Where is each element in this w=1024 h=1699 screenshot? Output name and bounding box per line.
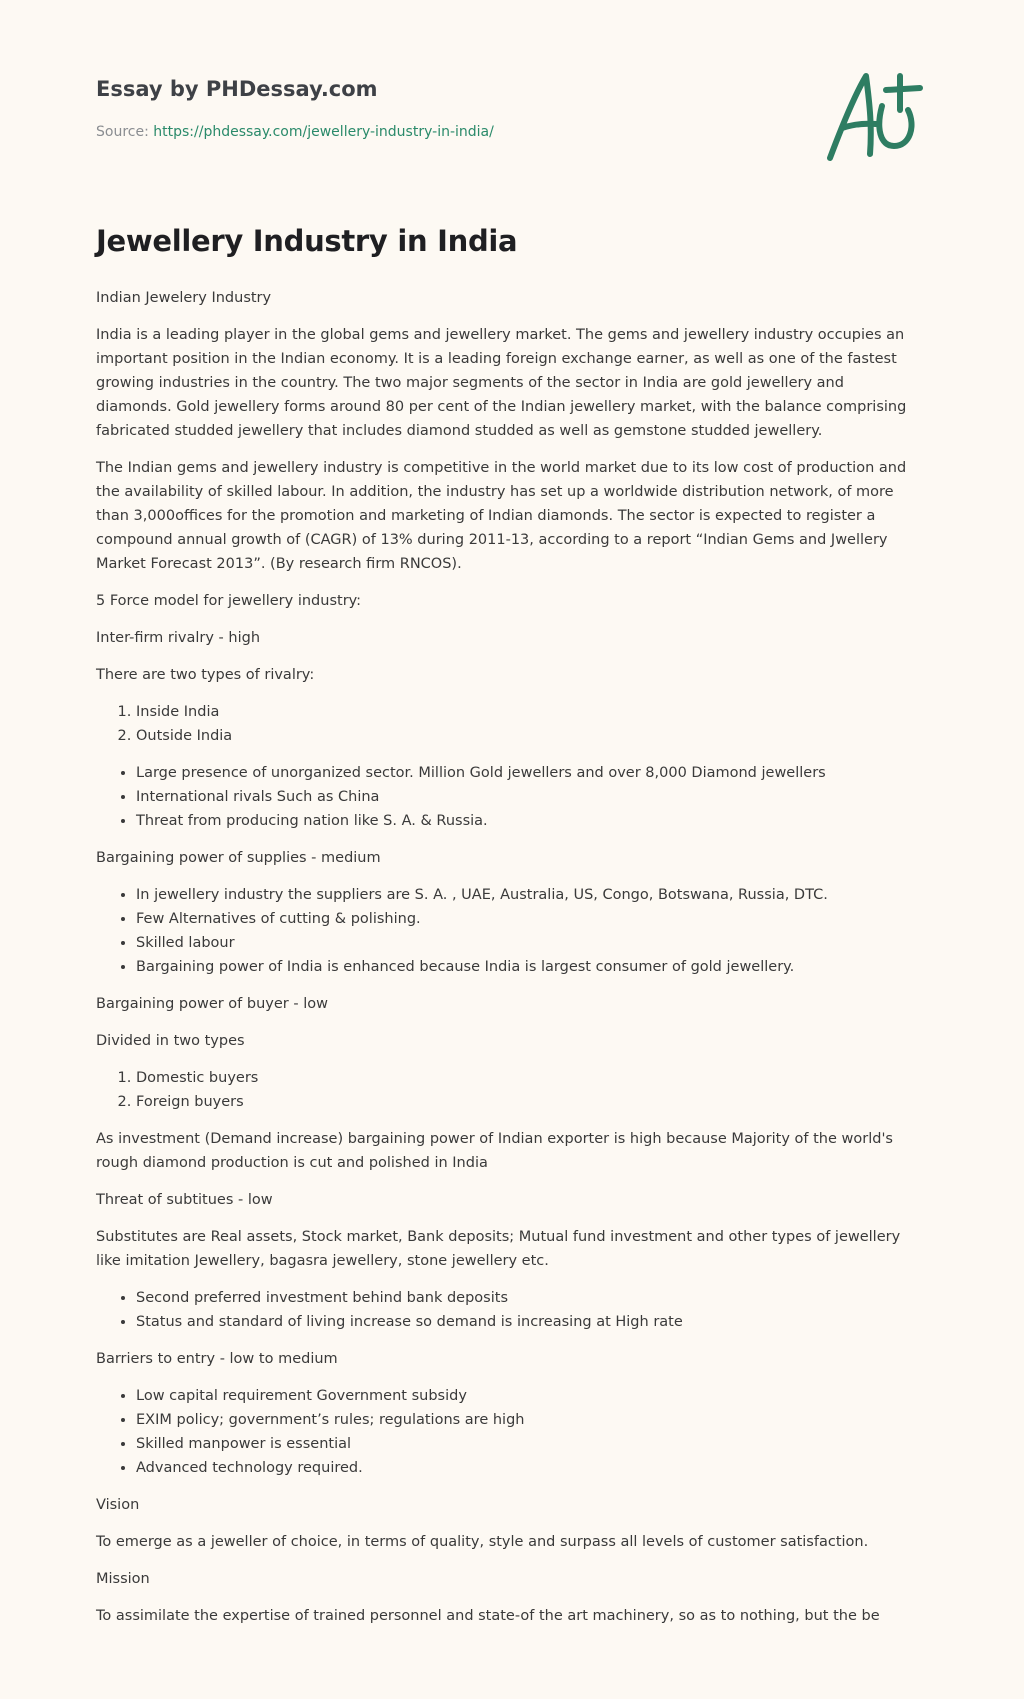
source-line — [96, 124, 494, 140]
essay-paragraph: Mission — [96, 1571, 150, 1587]
source-link[interactable]: https://phdessay.com/jewellery-industry-in-india/ — [153, 124, 494, 140]
essay-paragraph: India is a leading player in the global gems and jewellery market. The gems and jewellery industry occupies an important position in the Indian economy. It is a leading foreign exchange earner, as well as one of the fastest growing industries in the country. The two major segments of the sector in India are gold jewellery and diamonds. Gold jewellery forms around 80 per cent of the Indian jewellery market, with the balance comprising fabricated studded jewellery that includes diamond studded as well as gemstone studded jewellery. — [96, 327, 907, 439]
essay-paragraph: Substitutes are Real assets, Stock market, Bank deposits; Mutual fund investment and other types of jewellery like imitation Jewellery, bagasra jewellery, stone jewellery etc. — [96, 1229, 901, 1269]
list-item: • Skilled labour — [136, 931, 922, 955]
essay-body — [96, 286, 922, 1641]
list-item: 1. Domestic buyers — [136, 1066, 922, 1090]
essay-paragraph: Barriers to entry - low to medium — [96, 1351, 338, 1367]
essay-paragraph: Bargaining power of supplies - medium — [96, 850, 381, 866]
list-item: • Large presence of unorganized sector. Million Gold jewellers and over 8,000 Diamond jewellers — [136, 761, 922, 785]
list-item: • Low capital requirement Government subsidy — [136, 1384, 922, 1408]
list-item: • International rivals Such as China — [136, 785, 922, 809]
essay-paragraph: Inter-firm rivalry - high — [96, 630, 261, 646]
list-item: 1. Inside India — [136, 700, 922, 724]
list-item: • Threat from producing nation like S. A. & Russia. — [136, 809, 922, 833]
numbered-list — [96, 700, 922, 748]
essay-paragraph: As investment (Demand increase) bargaining power of Indian exporter is high because Majority of the world's rough diamond production is cut and polished in India — [96, 1131, 893, 1171]
essay-paragraph: Indian Jewelery Industry — [96, 290, 272, 306]
numbered-list — [96, 1066, 922, 1114]
site-brand: Essay by PHDessay.com — [96, 77, 378, 101]
essay-paragraph: 5 Force model for jewellery industry: — [96, 593, 362, 609]
essay-paragraph: To assimilate the expertise of trained personnel and state-of the art machinery, so as to nothing, but the be — [96, 1608, 880, 1624]
source-label: Source: — [96, 124, 149, 140]
page-title: Jewellery Industry in India — [96, 224, 518, 258]
essay-paragraph: There are two types of rivalry: — [96, 667, 315, 683]
bullet-list — [96, 761, 922, 833]
list-item: • In jewellery industry the suppliers are S. A. , UAE, Australia, US, Congo, Botswana, Russia, DTC. — [136, 883, 922, 907]
essay-paragraph: To emerge as a jeweller of choice, in terms of quality, style and surpass all levels of customer satisfaction. — [96, 1534, 869, 1550]
list-item: • EXIM policy; government’s rules; regulations are high — [136, 1408, 922, 1432]
bullet-list — [96, 1384, 922, 1480]
list-item: • Skilled manpower is essential — [136, 1432, 922, 1456]
list-item: • Second preferred investment behind bank deposits — [136, 1286, 922, 1310]
bullet-list — [96, 883, 922, 979]
essay-paragraph: Bargaining power of buyer - low — [96, 996, 328, 1012]
a-plus-logo-icon — [820, 66, 930, 166]
essay-paragraph: Divided in two types — [96, 1033, 245, 1049]
list-item: • Advanced technology required. — [136, 1456, 922, 1480]
list-item: • Bargaining power of India is enhanced because India is largest consumer of gold jewellery. — [136, 955, 922, 979]
list-item: • Few Alternatives of cutting & polishing. — [136, 907, 922, 931]
bullet-list — [96, 1286, 922, 1334]
list-item: • Status and standard of living increase so demand is increasing at High rate — [136, 1310, 922, 1334]
essay-paragraph: Threat of subtitues - low — [96, 1192, 273, 1208]
list-item: 2. Outside India — [136, 724, 922, 748]
essay-paragraph: The Indian gems and jewellery industry is competitive in the world market due to its low cost of production and the availability of skilled labour. In addition, the industry has set up a worldwide distribution network, of more than 3,000offices for the promotion and marketing of Indian diamonds. The sector is expected to register a compound annual growth of (CAGR) of 13% during 2011-13, according to a report “Indian Gems and Jwellery Market Forecast 2013”. (By research firm RNCOS). — [96, 460, 907, 572]
essay-paragraph: Vision — [96, 1497, 140, 1513]
list-item: 2. Foreign buyers — [136, 1090, 922, 1114]
